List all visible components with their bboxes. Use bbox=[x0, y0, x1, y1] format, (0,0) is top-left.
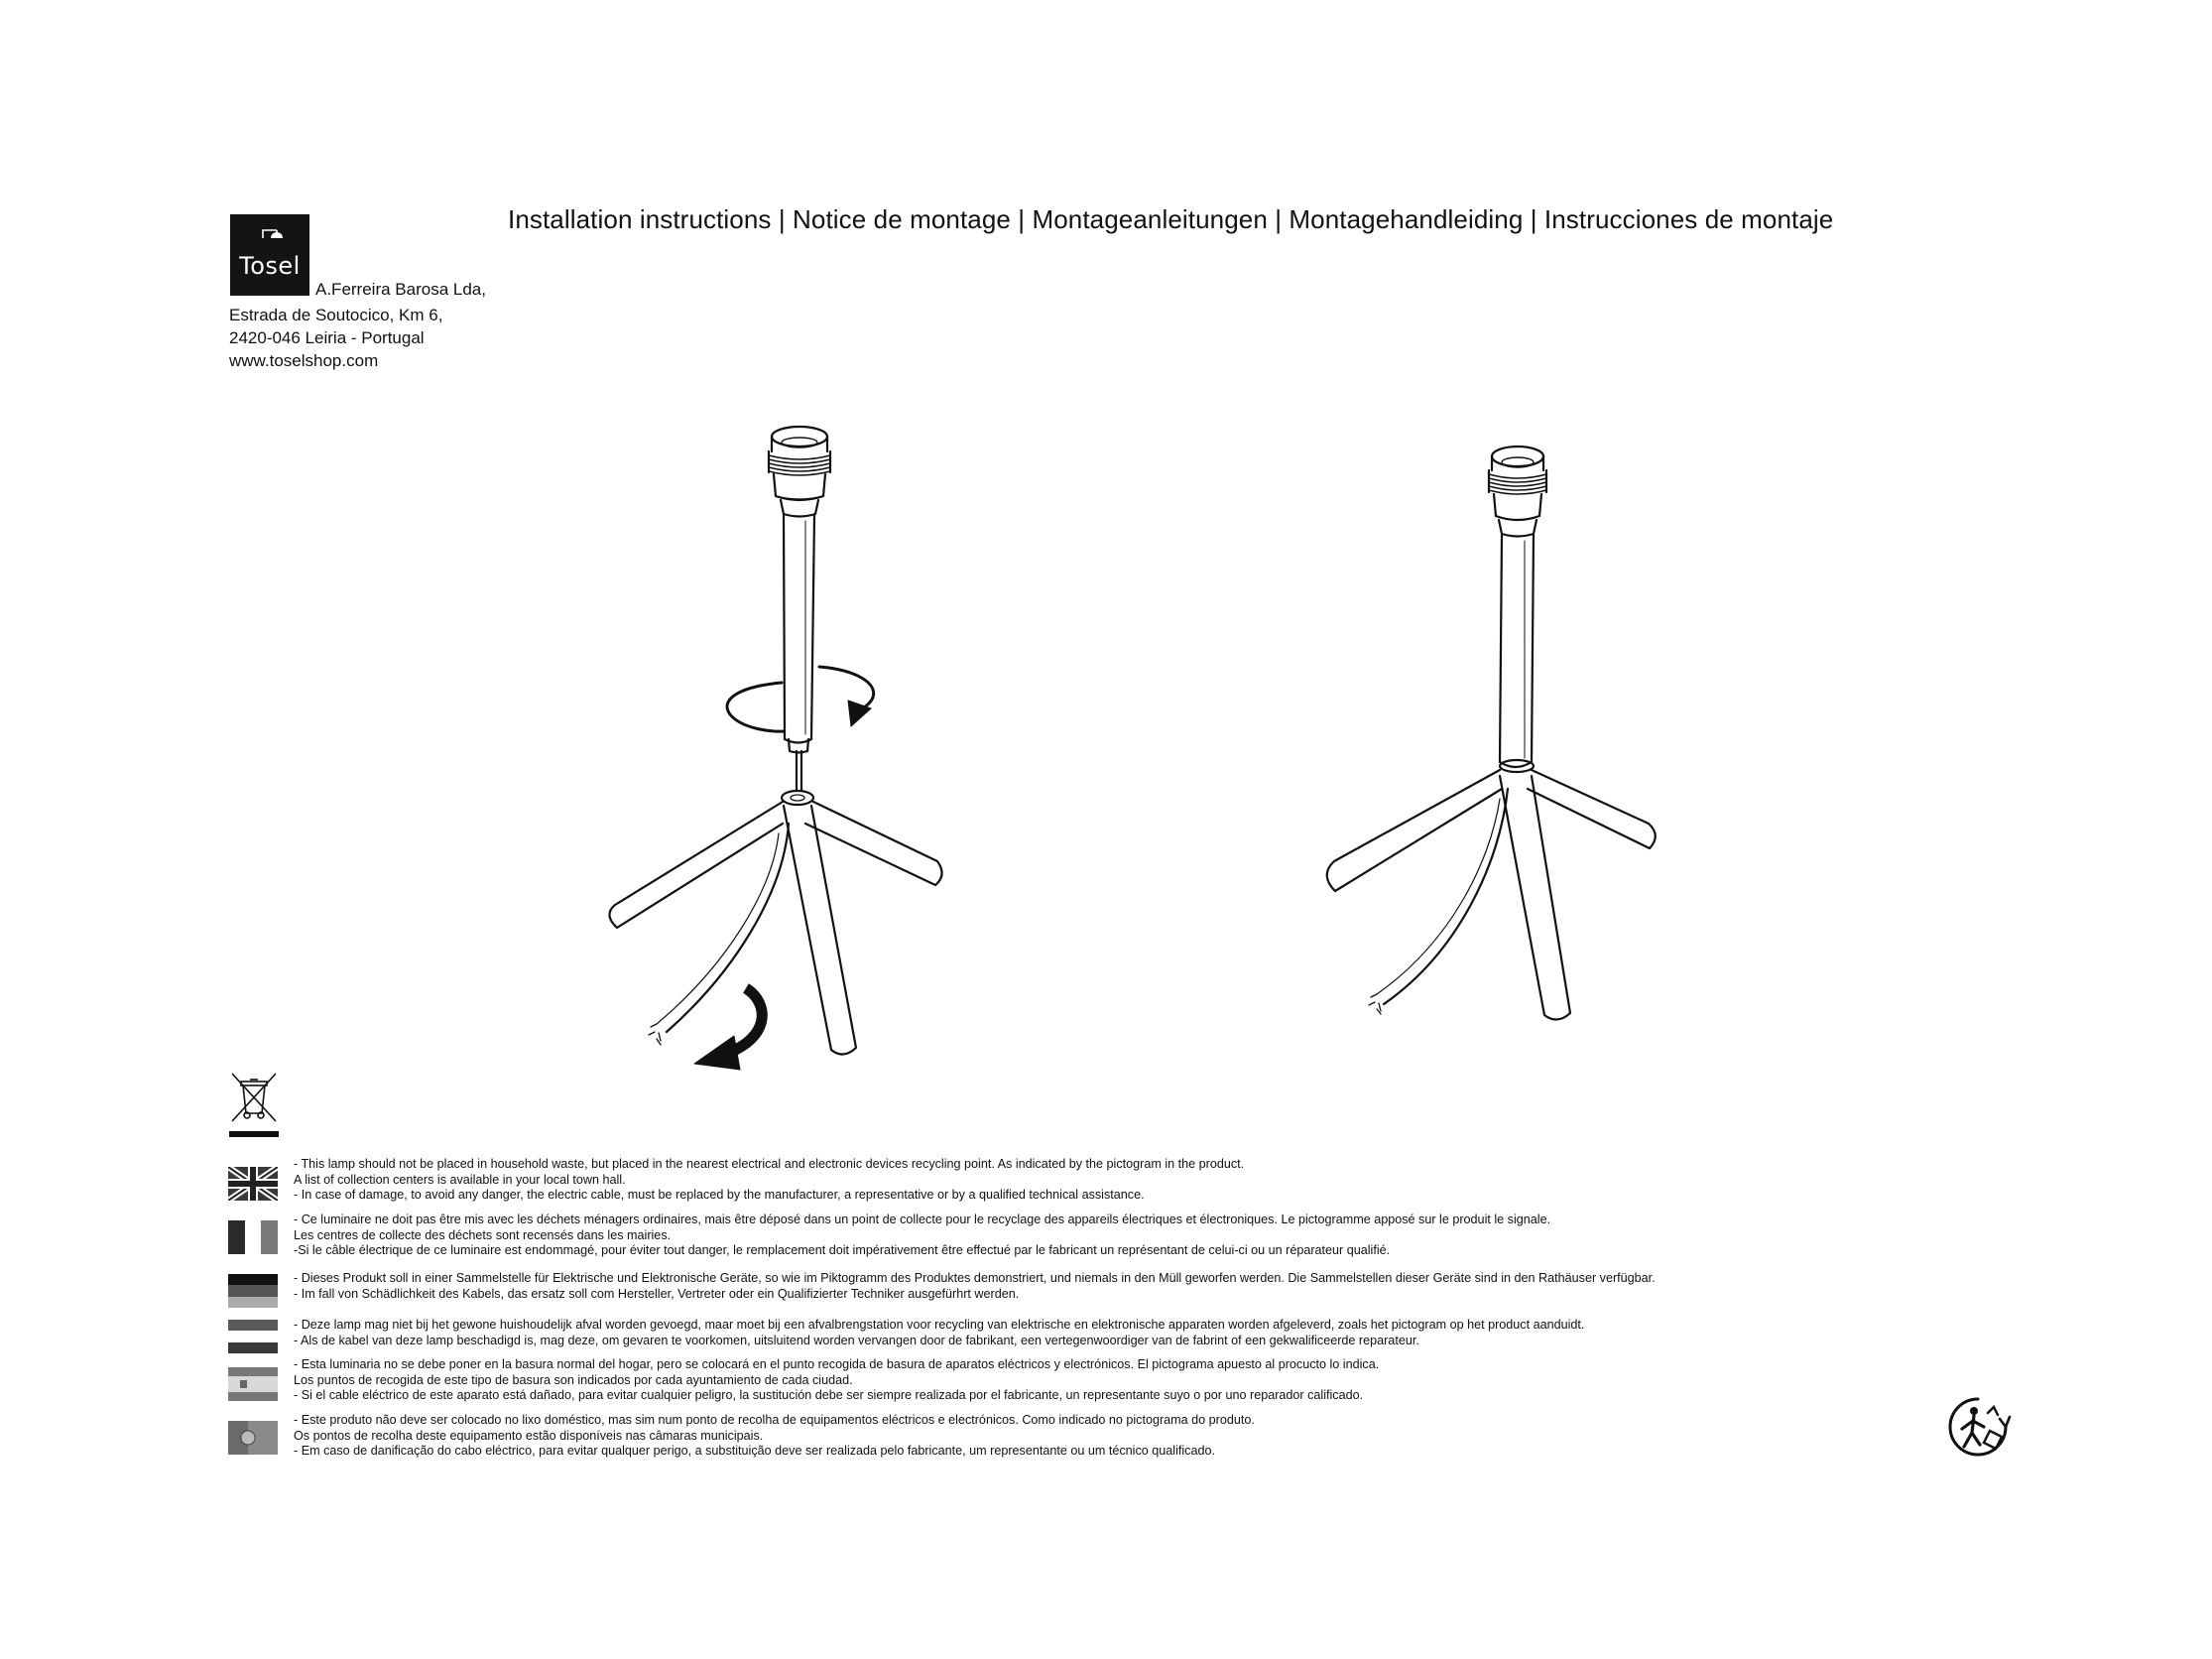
lamp-tube-left bbox=[784, 515, 814, 790]
page-title: Installation instructions | Notice de montage | Montageanleitungen | Montagehandleiding | Instrucciones de montaje bbox=[508, 204, 1834, 234]
triman-recycling-icon bbox=[1944, 1393, 2012, 1461]
notice-line: - Esta luminaria no se debe poner en la basura normal del hogar, pero se colocará en el punto recogida de basura de aparatos eléctricos y electrónicos. El pictograma apuesto al procucto lo indica. bbox=[294, 1357, 1380, 1371]
assembly-illustration bbox=[555, 397, 1706, 1072]
lamp-socket-left bbox=[769, 427, 830, 517]
notice-line: - Dieses Produkt soll in einer Sammelstelle für Elektrische und Elektronische Geräte, so wie im Piktogramm des Produktes demonstriert, und niemals in den Müll geworfen werden. Die Sammelstellen dieser Geräte sind in den Rathäuser verfügbar. bbox=[294, 1271, 1656, 1285]
address-street: Estrada de Soutocico, Km 6, bbox=[229, 306, 443, 324]
lamp-tube-right bbox=[1500, 535, 1534, 767]
notice-en bbox=[294, 1157, 1244, 1204]
notice-line: - In case of damage, to avoid any danger, the electric cable, must be replaced by the manufacturer, a representative or by a qualified technical assistance. bbox=[294, 1188, 1145, 1203]
notice-line: Os pontos de recolha deste equipamento estão disponíveis nas câmaras municipais. bbox=[294, 1428, 764, 1443]
notice-pt bbox=[294, 1413, 1255, 1460]
notice-es bbox=[294, 1357, 1379, 1404]
notice-line: - Ce luminaire ne doit pas être mis avec les déchets ménagers ordinaires, mais être déposé dans un point de collecte pour le recyclage des appareils électriques et électroniques. Le pictogramme apposé sur le produit le signale. bbox=[294, 1212, 1551, 1226]
notice-line: A list of collection centers is available in your local town hall. bbox=[294, 1172, 626, 1187]
notice-line: - Als de kabel van deze lamp beschadigd is, mag deze, om gevaren te voorkomen, uitsluitend worden vervangen door de fabrikant, een vertegenwoordiger van de fabrint of een gekwalificeerde reparateur. bbox=[294, 1333, 1419, 1347]
lamp-socket-right bbox=[1489, 447, 1546, 537]
lamp-step-1 bbox=[609, 427, 941, 1070]
company-website: www.toselshop.com bbox=[229, 351, 379, 370]
notice-line: - Si el cable eléctrico de este aparato está dañado, para evitar cualquier peligro, la sustitución debe ser siempre realizada por el fabricante, un representante suyo o por uno reparador calificado. bbox=[294, 1388, 1364, 1403]
notice-fr bbox=[294, 1212, 1550, 1259]
rotate-arrow-icon bbox=[727, 667, 874, 731]
portugal-flag-icon bbox=[228, 1421, 278, 1455]
germany-flag-icon bbox=[228, 1274, 278, 1308]
notice-de bbox=[294, 1271, 1656, 1302]
france-flag-icon bbox=[228, 1220, 278, 1254]
notice-line: - Em caso de danificação do cabo eléctrico, para evitar qualquer perigo, a substituição deve ser realizada pelo fabricante, um representante ou um técnico qualificado. bbox=[294, 1444, 1215, 1459]
company-address bbox=[229, 304, 442, 372]
notice-line: Les centres de collecte des déchets sont recensés dans les mairies. bbox=[294, 1227, 672, 1242]
netherlands-flag-icon bbox=[228, 1320, 278, 1353]
notice-line: - This lamp should not be placed in household waste, but placed in the nearest electrical and electronic devices recycling point. As indicated by the pictogram in the product. bbox=[294, 1157, 1245, 1171]
notice-line: - Este produto não deve ser colocado no lixo doméstico, mas sim num ponto de recolha de equipamentos eléctricos e electrónicos. Como indicado no pictograma do produto. bbox=[294, 1413, 1255, 1427]
swing-arrow-icon bbox=[694, 988, 762, 1070]
tripod-legs-right bbox=[1327, 760, 1656, 1020]
notice-nl bbox=[294, 1318, 1584, 1348]
tripod-legs-left bbox=[609, 791, 941, 1055]
uk-flag-icon bbox=[228, 1167, 278, 1201]
notice-line: -Si le câble électrique de ce luminaire est endommagé, pour éviter tout danger, le remplacement doit impérativement être effectué par le fabricant un représentant de celui-ci ou un réparateur qualifié. bbox=[294, 1243, 1391, 1258]
tosel-logo bbox=[230, 214, 309, 296]
company-name: A.Ferreira Barosa Lda, bbox=[315, 280, 486, 299]
notice-line: - Im fall von Schädlichkeit des Kabels, das ersatz soll com Hersteller, Vertreter oder ein Qualifizierter Techniker ausgefürhrt werden. bbox=[294, 1286, 1020, 1301]
spain-flag-icon bbox=[228, 1367, 278, 1401]
address-city: 2420-046 Leiria - Portugal bbox=[229, 328, 425, 347]
crossed-out-wheelie-bin-icon bbox=[227, 1070, 281, 1141]
notice-line: - Deze lamp mag niet bij het gewone huishoudelijk afval worden gevoegd, maar moet bij een afvalbrengstation voor recycling van elektrische en elektronische apparaten worden afgeleverd, zoals het pictogram op het product aanduidt. bbox=[294, 1318, 1585, 1332]
logo-text: Tosel bbox=[239, 252, 301, 280]
lamp-step-2 bbox=[1327, 447, 1656, 1020]
notice-line: Los puntos de recogida de este tipo de basura son indicados por cada ayuntamiento de cada ciudad. bbox=[294, 1372, 853, 1387]
